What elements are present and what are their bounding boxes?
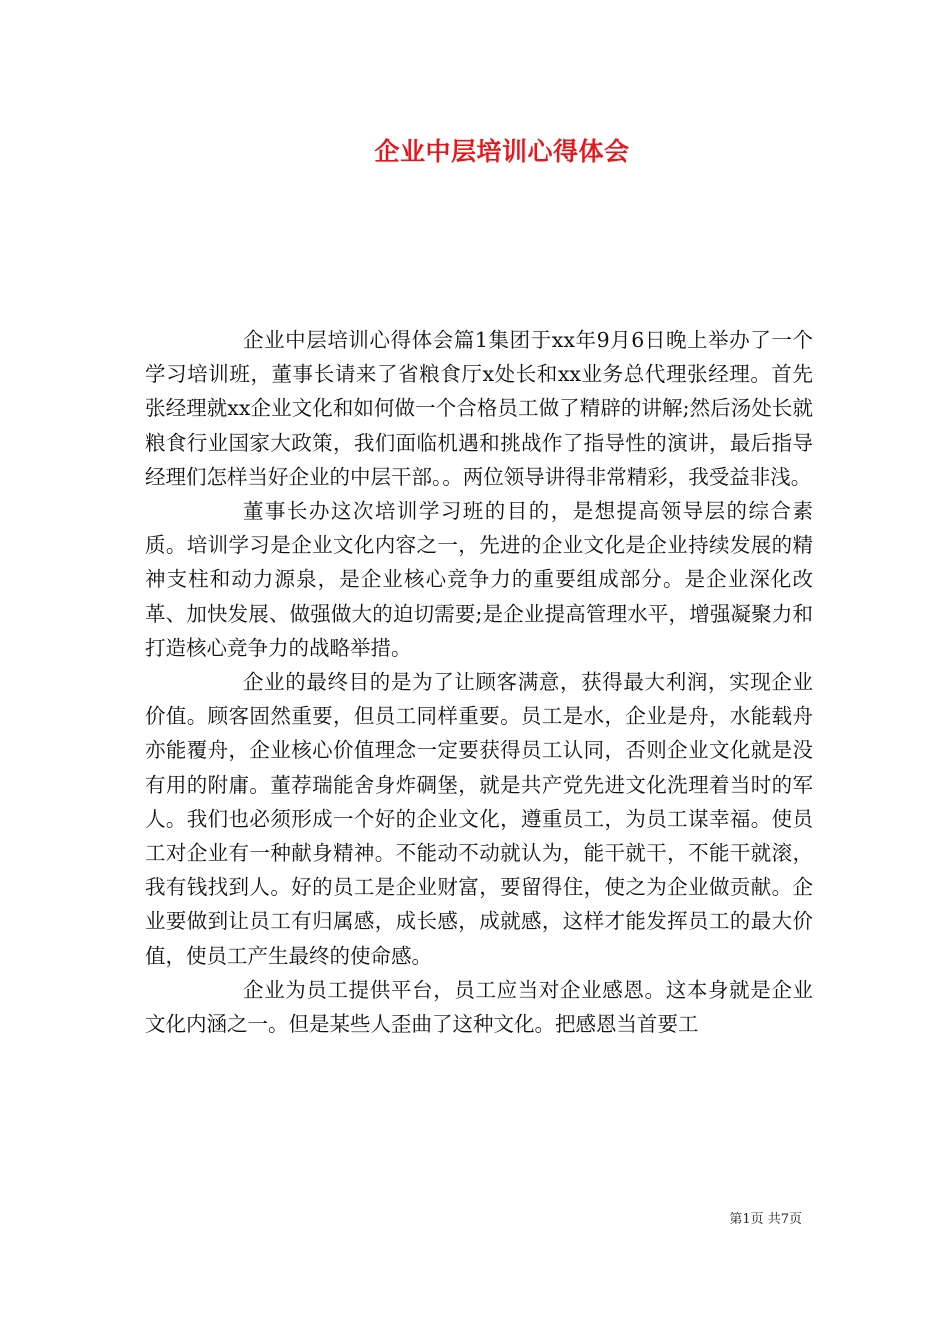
document-body — [145, 323, 813, 1041]
paragraph: 企业的最终目的是为了让顾客满意，获得最大利润，实现企业价值。顾客固然重要，但员工同样重要。员工是水，企业是舟，水能载舟亦能覆舟，企业核心价值理念一定要获得员工认同，否则企业文化就是没有用的附庸。董荐瑞能舍身炸碉堡，就是共产党先进文化洗理着当时的军人。我们也必须形成一个好的企业文化，遵重员工，为员工谋幸福。使员工对企业有一种献身精神。不能动不动就认为，能干就干，不能干就滚，我有钱找到人。好的员工是企业财富，要留得住，使之为企业做贡献。企业要做到让员工有归属感，成长感，成就感，这样才能发挥员工的最大价值，使员工产生最终的使命感。 — [145, 670, 813, 968]
page-number-footer: 第1页 共7页 — [729, 1212, 802, 1227]
paragraph: 董事长办这次培训学习班的目的，是想提高领导层的综合素质。培训学习是企业文化内容之一，先进的企业文化是企业持续发展的精神支柱和动力源泉，是企业核心竞争力的重要组成部分。是企业深化改革、加快发展、做强做大的迫切需要;是企业提高管理水平，增强凝聚力和打造核心竞争力的战略举措。 — [145, 499, 813, 660]
paragraph: 企业为员工提供平台，员工应当对企业感恩。这本身就是企业文化内涵之一。但是某些人歪曲了这种文化。把感恩当首要工 — [145, 977, 813, 1037]
document-title: 企业中层培训心得体会 — [374, 137, 630, 166]
paragraph: 企业中层培训心得体会篇1集团于xx年9月6日晚上举办了一个学习培训班，董事长请来了省粮食厅x处长和xx业务总代理张经理。首先张经理就xx企业文化和如何做一个合格员工做了精辟的讲解;然后汤处长就粮食行业国家大政策，我们面临机遇和挑战作了指导性的演讲，最后指导经理们怎样当好企业的中层干部。。两位领导讲得非常精彩，我受益非浅。 — [145, 328, 813, 489]
